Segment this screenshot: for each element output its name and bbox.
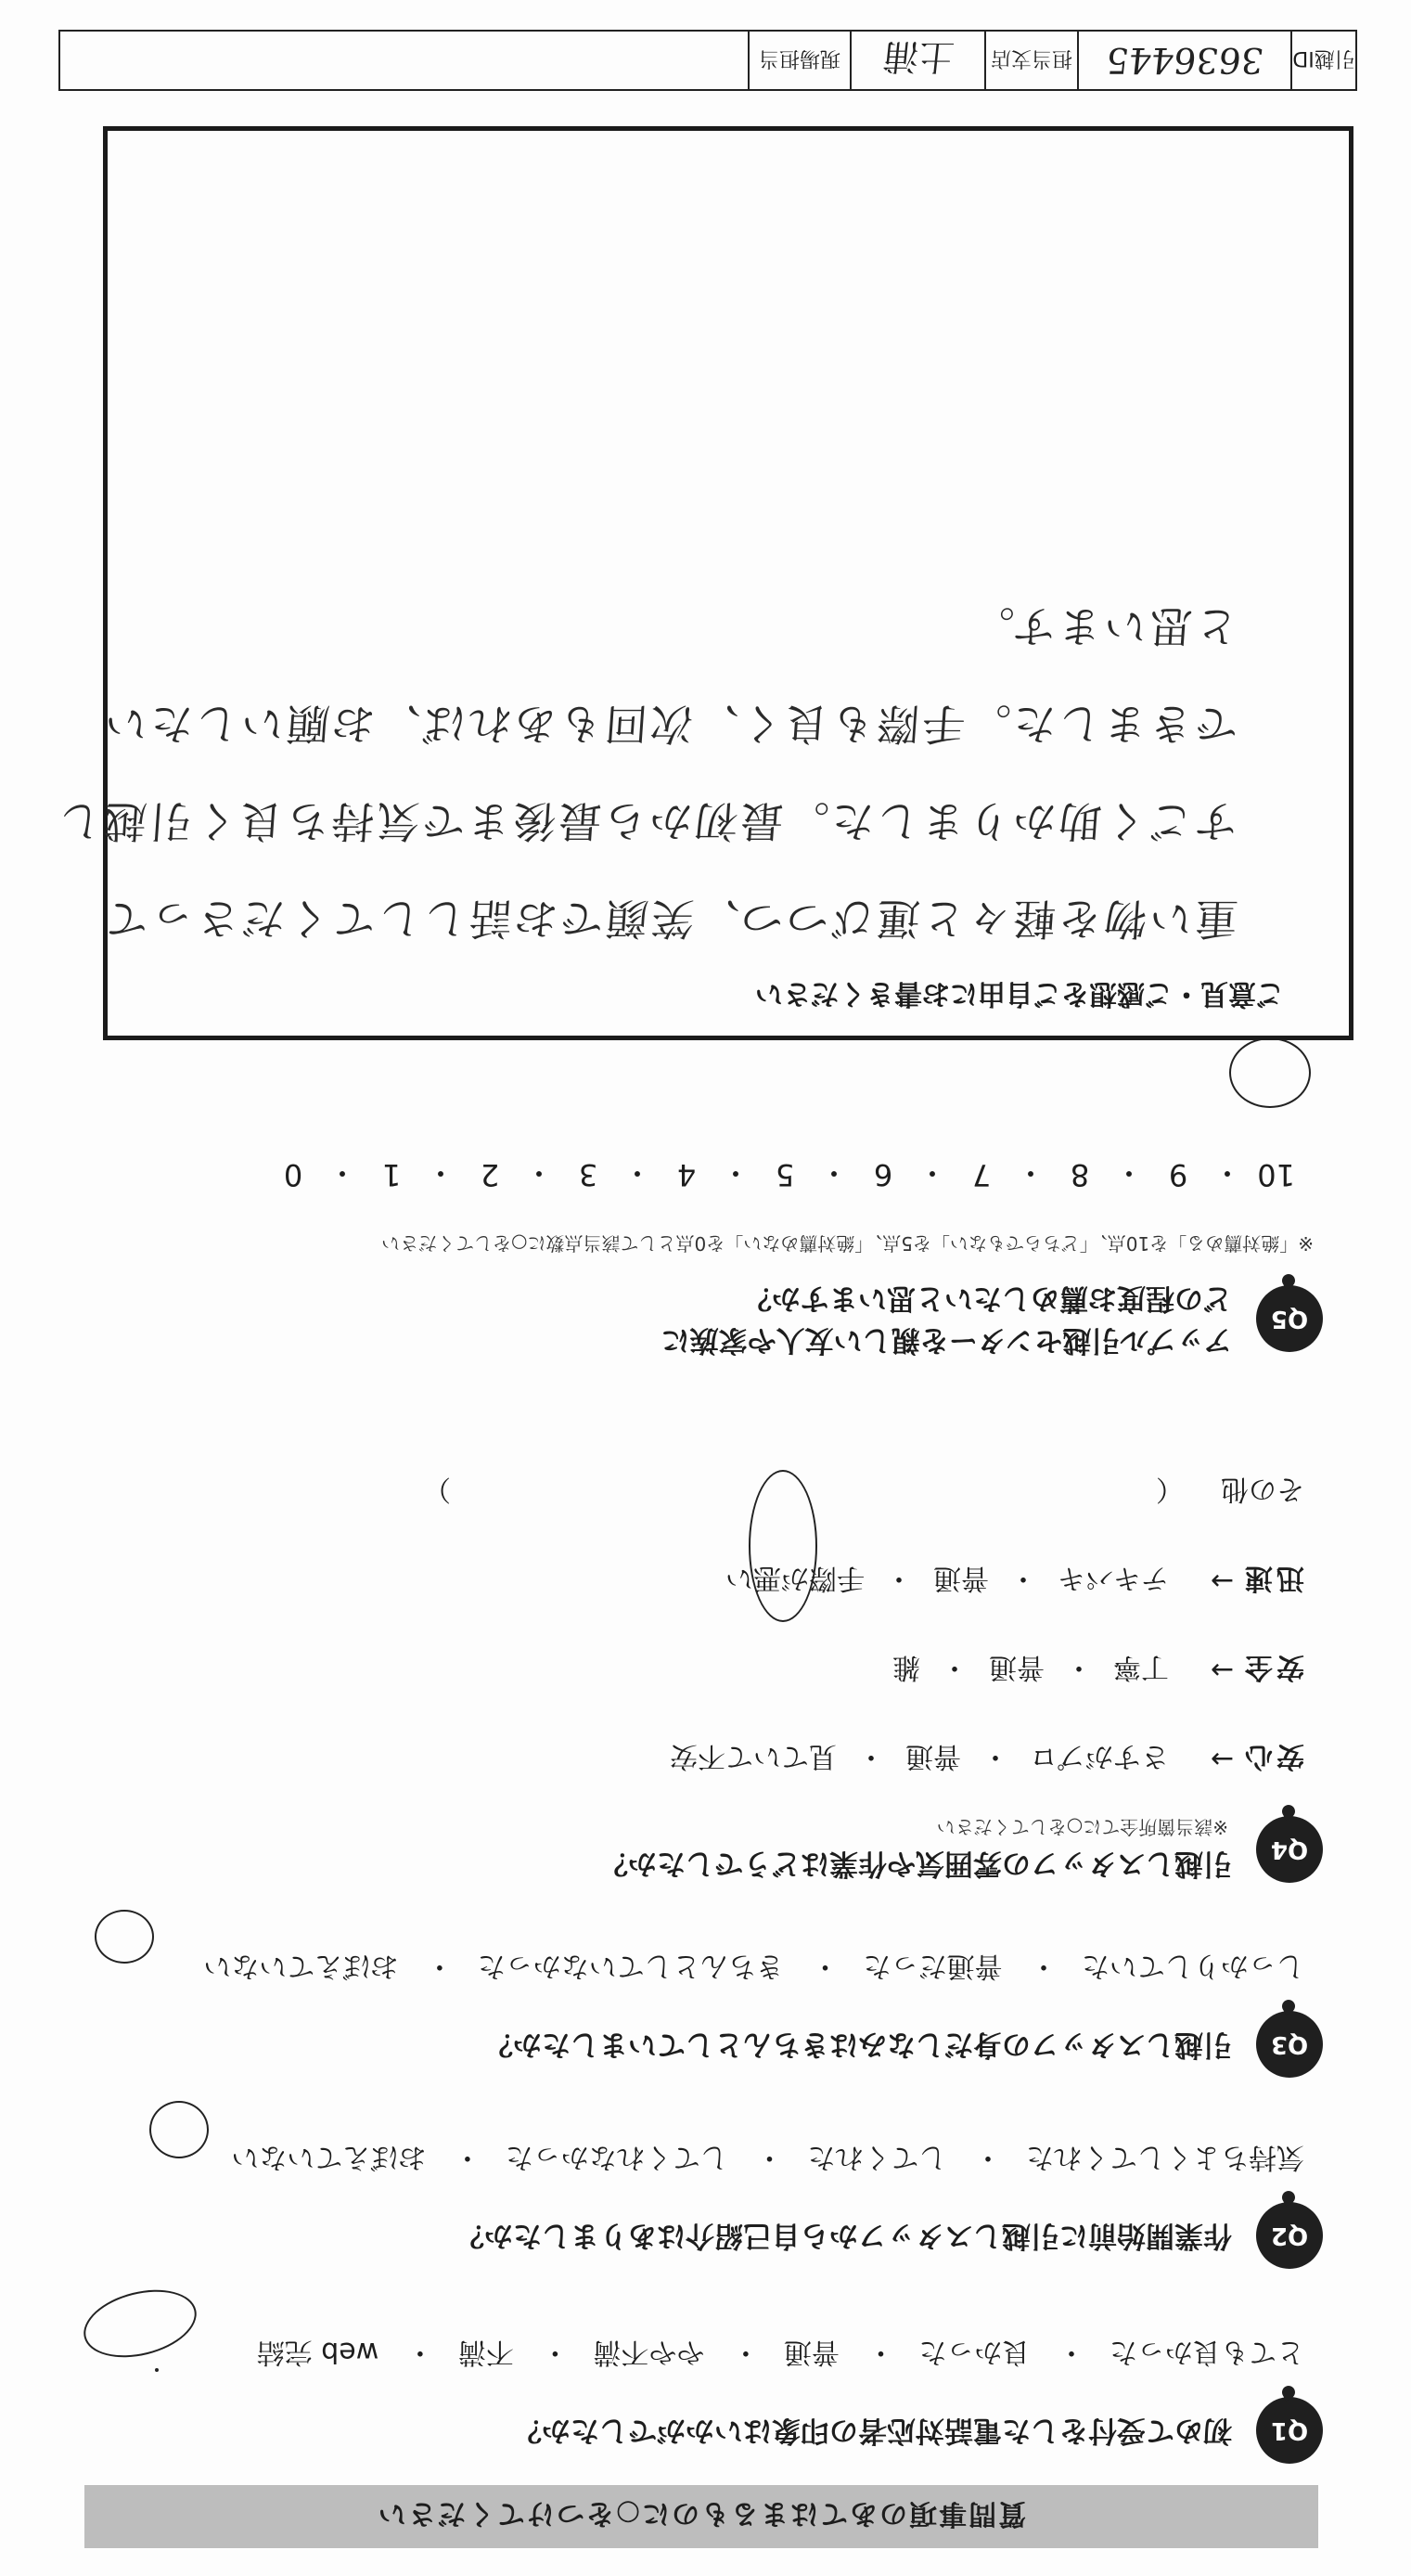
q5-score-7[interactable]: 7 <box>971 1157 992 1192</box>
comment-line-1: 重い物を軽々と運びつつ、笑顔でお話ししてくださって <box>101 894 1240 944</box>
question-1 <box>56 2335 1323 2472</box>
q3-selected-circle <box>95 1910 154 1964</box>
q1-text: 初めて受付をした電話対応者の印象はいかがでしたか？ <box>513 2414 1232 2448</box>
q5-scale: 10 ・ 9 ・ 8 ・ 7 ・ 6 ・ 5 ・ 4 ・ 3 ・ 2 ・ 1 ・ 0 <box>56 1153 1295 1196</box>
q4-row-2-opt-1[interactable]: 丁寧 <box>1113 1651 1169 1683</box>
q1-options: とても良かった・ 良かった・ 普通・ やや不満・ 不満・ web 完結 <box>256 2336 1304 2368</box>
move-id-label: 引越ID <box>1290 32 1355 89</box>
q2-text: 作業開始前に引越しスタッフから自己紹介はありましたか？ <box>455 2219 1232 2253</box>
q4-text: 引越しスタッフの雰囲気や作業はどうでしたか？ <box>599 1846 1232 1880</box>
q3-option-2[interactable]: 普通だった <box>863 1950 1003 1982</box>
q1-option-4[interactable]: やや不満 <box>593 2336 705 2368</box>
q4-row-2-opt-2[interactable]: 普通 <box>989 1651 1045 1683</box>
q5-score-2[interactable]: 2 <box>480 1157 500 1192</box>
staff-info-table <box>58 30 1357 91</box>
q3-option-3[interactable]: きちんとしていなかった <box>477 1950 784 1982</box>
q4-row-2-opt-3[interactable]: 雑 <box>892 1651 920 1683</box>
q5-score-5[interactable]: 5 <box>775 1157 795 1192</box>
q2-option-3[interactable]: してくれなかった <box>505 2141 728 2173</box>
q4-row-3-arrow: → <box>1210 1565 1234 1598</box>
q4-row-3-opt-3[interactable]: 手際が悪い <box>725 1562 865 1594</box>
q5-text-line-1: アップル引越センターを親しい友人や家族に <box>661 1322 1232 1357</box>
q4-row-3-opt-1[interactable]: テキパキ <box>1058 1562 1169 1594</box>
q5-text <box>661 1277 1232 1360</box>
q4-note: ※該当箇所全てに○をしてください <box>936 1816 1228 1839</box>
q3-options: しっかりしていた・ 普通だった・ きちんとしていなかった・ おぼえていない <box>203 1950 1304 1982</box>
q1-option-2[interactable]: 良かった <box>918 2336 1031 2368</box>
q1-badge: Q1 <box>1256 2397 1323 2464</box>
q4-row-1-opt-2[interactable]: 普通 <box>905 1740 961 1772</box>
q4-row-1-arrow: → <box>1210 1743 1234 1776</box>
q2-option-1[interactable]: 気持ちよくしてくれた <box>1026 2141 1304 2173</box>
q2-options: 気持ちよくしてくれた・ してくれた・ してくれなかった・ おぼえていない <box>231 2141 1304 2173</box>
instructions-banner: 質問事項のあてはまるものに○をつけてください <box>84 2485 1318 2548</box>
question-3 <box>56 1949 1323 2086</box>
q4-row-3-opt-2[interactable]: 普通 <box>933 1562 989 1594</box>
branch-label: 担当支店 <box>984 32 1077 89</box>
q1-option-3[interactable]: 普通 <box>783 2336 840 2368</box>
question-5 <box>56 1153 1323 1370</box>
comments-heading: ご意見・ご感想をご自由にお書きください <box>755 977 1284 1010</box>
q5-score-8[interactable]: 8 <box>1070 1157 1090 1192</box>
q1-option-1[interactable]: とても良かった <box>1110 2336 1304 2368</box>
q2-selected-circle <box>149 2101 209 2158</box>
q1-option-6[interactable]: web 完結 <box>256 2336 379 2368</box>
q5-score-10[interactable]: 10 <box>1257 1157 1295 1192</box>
comment-line-2: すごく助かりました。最初から最後まで気持ち良く引越し <box>54 796 1240 846</box>
q4-row-3-label: 迅速 <box>1241 1562 1304 1594</box>
q5-score-1[interactable]: 1 <box>381 1157 402 1192</box>
q4-row-1-label: 安心 <box>1241 1740 1304 1772</box>
q4-row-1-opt-3[interactable]: 見ていて不安 <box>670 1740 837 1772</box>
comment-line-4: と思います。 <box>966 601 1240 651</box>
q5-selected-circle <box>1229 1037 1311 1108</box>
q5-score-3[interactable]: 3 <box>578 1157 598 1192</box>
q1-option-5[interactable]: 不満 <box>457 2336 514 2368</box>
q4-row-2-label: 安全 <box>1241 1651 1304 1683</box>
q2-badge: Q2 <box>1256 2202 1323 2269</box>
q4-badge: Q4 <box>1256 1816 1323 1883</box>
q1-selection-mark <box>155 2368 159 2372</box>
question-4 <box>56 1472 1323 1891</box>
q4-row-1-opt-1[interactable]: さすがプロ <box>1030 1740 1169 1772</box>
q5-score-0[interactable]: 0 <box>283 1157 303 1192</box>
q5-score-9[interactable]: 9 <box>1168 1157 1188 1192</box>
q3-option-4[interactable]: おぼえていない <box>203 1950 399 1982</box>
q4-row-jinsoku: 迅速 → テキパキ ・ 普通 ・ 手際が悪い <box>56 1561 1304 1602</box>
q5-badge: Q5 <box>1256 1285 1323 1352</box>
q3-option-1[interactable]: しっかりしていた <box>1082 1950 1304 1982</box>
q4-other-open: （ <box>1156 1473 1184 1505</box>
q2-option-2[interactable]: してくれた <box>807 2141 947 2173</box>
q3-text: 引越しスタッフの身だしなみはきちんとしていましたか？ <box>484 2028 1232 2062</box>
q5-text-line-2: どの程度お薦めしたいと思いますか？ <box>743 1282 1232 1315</box>
branch-value: 土浦 <box>880 36 956 78</box>
q4-other-close: ） <box>423 1473 451 1505</box>
q5-score-4[interactable]: 4 <box>676 1157 697 1192</box>
move-id-value: 3636445 <box>1104 40 1265 81</box>
q4-selected-circle <box>749 1470 817 1622</box>
comment-line-3: できました。手際も良く、次回もあれば、お願いしたい <box>100 699 1240 749</box>
q4-row-anshin: 安心 → さすがプロ ・ 普通 ・ 見ていて不安 <box>56 1739 1304 1780</box>
q5-score-6[interactable]: 6 <box>873 1157 893 1192</box>
q4-row-anzen: 安全 → 丁寧 ・ 普通 ・ 雑 <box>56 1650 1304 1691</box>
q3-badge: Q3 <box>1256 2011 1323 2078</box>
leader-label: 現場担当 <box>748 32 850 89</box>
q4-row-2-arrow: → <box>1210 1654 1234 1687</box>
comments-box[interactable] <box>54 126 1353 1040</box>
q4-other-label: その他 <box>1221 1473 1304 1505</box>
question-2 <box>56 2140 1323 2277</box>
q2-option-4[interactable]: おぼえていない <box>231 2141 427 2173</box>
q4-other <box>56 1472 1304 1513</box>
q5-note: ※「絶対薦める」を10点、「どちらでもない」を5点、「絶対薦めない」を0点として該当点数に○をしてください <box>381 1232 1314 1255</box>
